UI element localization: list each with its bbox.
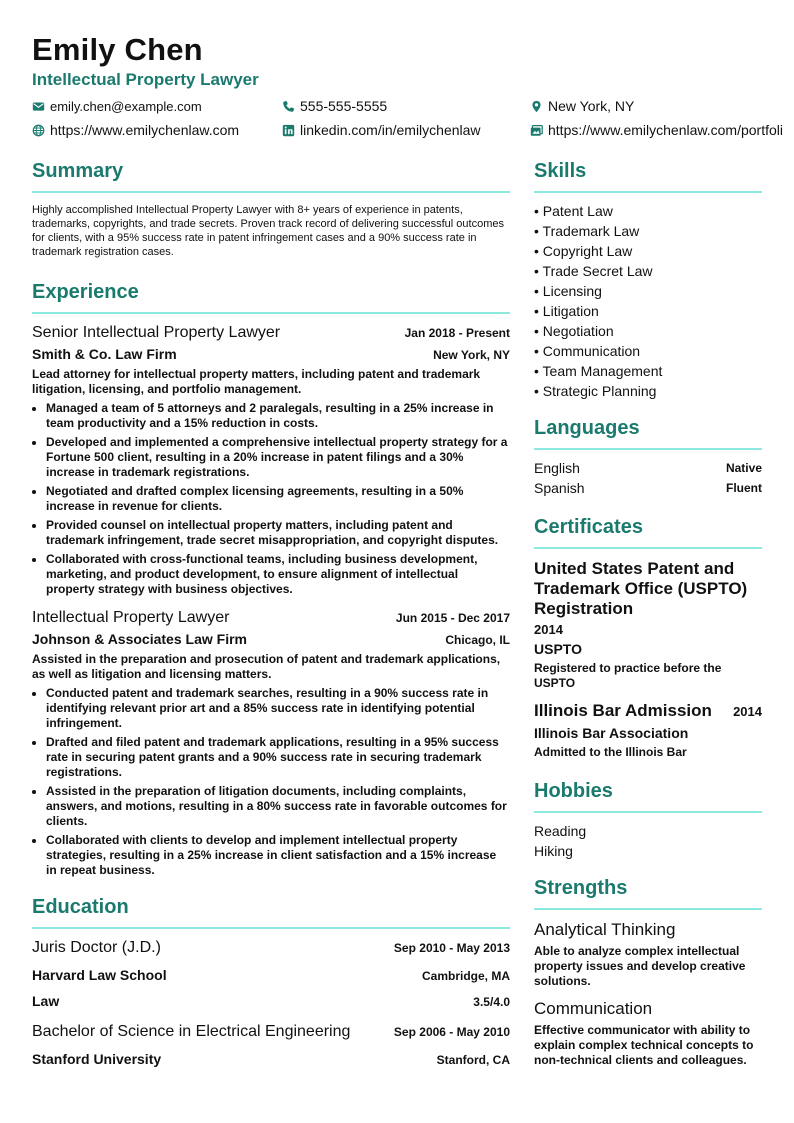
certificate-year: 2014 (733, 704, 762, 719)
job-description: Assisted in the preparation and prosecution of patent and trademark applications, as well as litigation and licensing matters. (32, 652, 501, 681)
phone-text: 555-555-5555 (300, 98, 388, 114)
portfolio-icon (530, 124, 543, 137)
certificate-year: 2014 (534, 622, 563, 637)
left-column (32, 160, 510, 1067)
job-location: Chicago, IL (445, 633, 510, 647)
linkedin-icon (282, 124, 295, 137)
job-bullet: • Conducted patent and trademark searches, resulting in a 90% success rate in identifying relevant prior art and a 85% success rate in identifying potential infringement. (46, 686, 510, 731)
strengths-heading: Strengths (534, 877, 762, 910)
job-entry (32, 324, 510, 597)
skill-item: • Patent Law (534, 203, 613, 219)
skill-item: • Trademark Law (534, 223, 640, 239)
job-bullets (32, 686, 510, 878)
languages-list (534, 458, 762, 498)
candidate-title: Intellectual Property Lawyer (32, 70, 259, 89)
language-name: English (534, 460, 580, 476)
experience-heading: Experience (32, 281, 510, 314)
skill-item: • Strategic Planning (534, 383, 657, 399)
job-location: New York, NY (433, 348, 510, 362)
location-text: New York, NY (548, 98, 635, 114)
strength-description: Able to analyze complex intellectual property issues and develop creative solutions. (534, 944, 746, 988)
language-name: Spanish (534, 480, 585, 496)
job-company: Johnson & Associates Law Firm (32, 631, 247, 647)
portfolio-text: https://www.emilychenlaw.com/portfoli (548, 122, 783, 138)
job-bullet: • Developed and implemented a comprehensive intellectual property strategy for a Fortune 500 client, resulting in a 20% increase in patent filings and a 30% increase in trademark registrations. (46, 435, 510, 480)
job-bullet: • Drafted and filed patent and trademark applications, resulting in a 95% success rate in securing patent grants and a 90% success rate in securing trademark registrations. (46, 735, 510, 780)
phone-icon (282, 100, 295, 113)
strength-entry (534, 920, 762, 989)
job-bullet: • Provided counsel on intellectual property matters, including patent and trademark infringement, trade secret misappropriation, and copyright disputes. (46, 518, 510, 548)
job-dates: Jun 2015 - Dec 2017 (395, 611, 510, 625)
certificate-name: United States Patent and Trademark Office (USPTO) Registration (534, 559, 748, 618)
education-heading: Education (32, 896, 510, 929)
job-bullet: • Collaborated with clients to develop and implement intellectual property strategies, resulting in a 25% increase in client satisfaction and a 15% increase in repeat business. (46, 833, 510, 878)
job-company: Smith & Co. Law Firm (32, 346, 177, 362)
map-pin-icon (530, 100, 543, 113)
summary-text: Highly accomplished Intellectual Property Lawyer with 8+ years of experience in patents, trademarks, copyrights, and trade secrets. Proven track record of delivering successful outcomes for clients, with a 95% success rate in patent infringement cases and a 90% success rate in trademark registration cases. (32, 204, 504, 258)
education-entry (32, 1023, 510, 1067)
strength-entry (534, 999, 762, 1068)
education-dates: Sep 2010 - May 2013 (393, 941, 510, 955)
hobby-item: Reading (534, 823, 587, 839)
website-text: https://www.emilychenlaw.com (50, 122, 240, 138)
degree: Juris Doctor (J.D.) (32, 939, 161, 956)
job-title: Senior Intellectual Property Lawyer (32, 324, 281, 341)
certificate-entry (534, 559, 762, 691)
language-item (534, 478, 762, 498)
summary-heading: Summary (32, 160, 510, 193)
certificate-name: Illinois Bar Admission (534, 701, 712, 720)
language-level: Native (725, 461, 762, 475)
job-dates: Jan 2018 - Present (404, 326, 510, 340)
globe-icon (32, 124, 45, 137)
job-bullet: • Managed a team of 5 attorneys and 2 paralegals, resulting in a 25% increase in team productivity and a 15% reduction in costs. (46, 401, 510, 431)
certificates-heading: Certificates (534, 516, 762, 549)
languages-heading: Languages (534, 417, 762, 450)
certificate-description: Admitted to the Illinois Bar (534, 745, 687, 759)
skill-item: • Copyright Law (534, 243, 633, 259)
hobbies-list (534, 821, 762, 861)
school: Stanford University (32, 1051, 162, 1067)
email-text: emily.chen@example.com (50, 99, 202, 114)
strength-description: Effective communicator with ability to explain complex technical concepts to non-technical clients and colleagues. (534, 1023, 754, 1067)
certificate-entry (534, 701, 762, 760)
strength-name: Analytical Thinking (534, 920, 676, 939)
school-location: Cambridge, MA (421, 969, 510, 983)
job-bullet: • Collaborated with cross-functional teams, including business development, marketing, and product development, to ensure alignment of intellectual property strategy with business objectives. (46, 552, 510, 597)
job-bullet: • Assisted in the preparation of litigation documents, including complaints, answers, and motions, resulting in a 80% success rate in favorable outcomes for clients. (46, 784, 510, 829)
contact-email[interactable] (32, 99, 202, 114)
language-item (534, 458, 762, 478)
job-description: Lead attorney for intellectual property matters, including patent and trademark litigation, licensing, and portfolio management. (32, 367, 481, 396)
candidate-name: Emily Chen (32, 32, 203, 67)
degree: Bachelor of Science in Electrical Engineering (32, 1023, 351, 1040)
school: Harvard Law School (32, 967, 167, 983)
certificate-issuer: USPTO (534, 641, 582, 657)
skills-heading: Skills (534, 160, 762, 193)
strength-name: Communication (534, 999, 653, 1018)
hobby-item: Hiking (534, 843, 573, 859)
hobbies-heading: Hobbies (534, 780, 762, 813)
skill-item: • Licensing (534, 283, 602, 299)
skill-item: • Litigation (534, 303, 599, 319)
contact-website[interactable] (32, 122, 239, 138)
right-column (534, 160, 762, 1068)
education-entry (32, 939, 510, 1009)
skill-item: • Negotiation (534, 323, 614, 339)
skill-item: • Trade Secret Law (534, 263, 653, 279)
job-bullets (32, 401, 510, 597)
contact-linkedin[interactable] (282, 122, 481, 138)
contact-portfolio[interactable] (530, 122, 783, 138)
certificate-description: Registered to practice before the USPTO (534, 661, 722, 690)
job-bullet: • Negotiated and drafted complex licensing agreements, resulting in a 50% increase in revenue for clients. (46, 484, 510, 514)
skills-list (534, 201, 762, 401)
linkedin-text: linkedin.com/in/emilychenlaw (300, 122, 481, 138)
envelope-icon (32, 100, 45, 113)
skill-item: • Communication (534, 343, 641, 359)
school-location: Stanford, CA (436, 1053, 510, 1067)
contact-phone[interactable] (282, 98, 387, 114)
gpa: 3.5/4.0 (473, 995, 510, 1009)
job-title: Intellectual Property Lawyer (32, 609, 230, 626)
field-of-study: Law (32, 993, 60, 1009)
contact-location (530, 98, 634, 114)
education-dates: Sep 2006 - May 2010 (393, 1025, 510, 1039)
language-level: Fluent (726, 481, 762, 495)
certificate-issuer: Illinois Bar Association (534, 725, 689, 741)
job-entry (32, 609, 510, 878)
skill-item: • Team Management (534, 363, 663, 379)
